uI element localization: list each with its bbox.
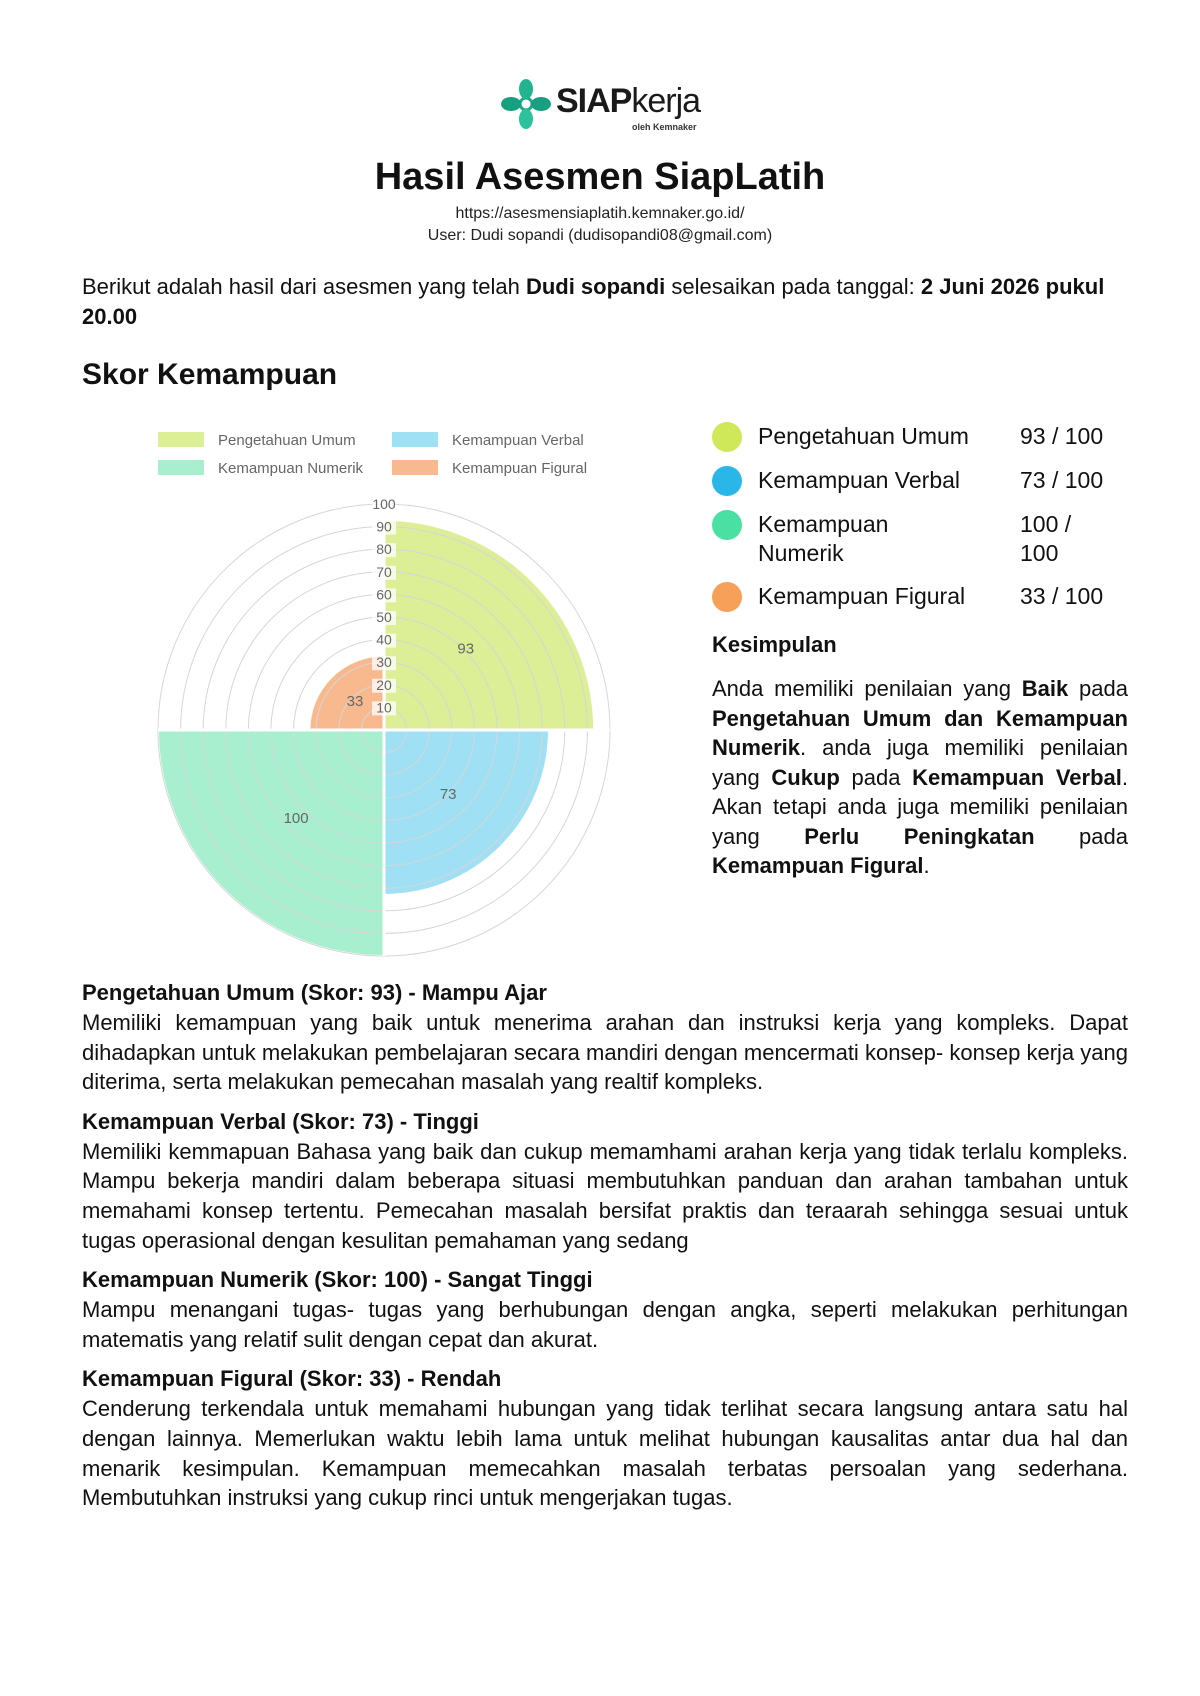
detail-pengetahuan-umum (82, 978, 1128, 1097)
score-value: 73 / 100 (1020, 467, 1104, 493)
detail-kemampuan-numerik (82, 1265, 1128, 1354)
detail-heading: Kemampuan Figural (Skor: 33) - Rendah (82, 1366, 502, 1392)
assessment-url: https://asesmensiaplatih.kemnaker.go.id/ (455, 205, 745, 222)
score-row-kemampuan-figural (712, 582, 1132, 612)
tick-label: 70 (376, 563, 392, 580)
data-label: 33 (346, 692, 364, 710)
score-dot (712, 422, 742, 452)
segment-kemampuan-numerik (158, 730, 384, 956)
logo-subtitle: oleh Kemnaker (632, 122, 697, 132)
score-row-kemampuan-verbal (712, 466, 1132, 496)
score-row-pengetahuan-umum (712, 422, 1132, 452)
siapkerja-logo (0, 78, 1200, 138)
tick-label: 60 (376, 586, 392, 603)
detail-body: Memiliki kemmapuan Bahasa yang baik dan cukup memamhami arahan kerja yang tidak terlalu kompleks. Mampu bekerja mandiri dalam beberapa situasi membutuhkan panduan dan arahan tambahan untuk memahami konsep tertentu. Pemecahan masalah bersifat praktis dan teraarah sehingga sesuai untuk tugas operasional dengan kesulitan pemahaman yang sedang (82, 1138, 1128, 1253)
score-row-kemampuan-numerik (712, 510, 1132, 568)
detail-kemampuan-figural (82, 1364, 1128, 1512)
data-label: 100 (283, 809, 309, 827)
score-details (82, 978, 1128, 1523)
legend-label: Pengetahuan Umum (218, 432, 356, 449)
detail-body: Memiliki kemampuan yang baik untuk menerima arahan dan instruksi kerja yang kompleks. Dapat dihadapkan untuk melakukan pembelajaran secara mandiri dengan mencermati konsep- konsep kerja yang diterima, serta melakukan pemecahan masalah yang realtif kompleks. (82, 1010, 1128, 1095)
tick-label: 80 (376, 541, 392, 558)
score-value: 100 / 100 (1020, 511, 1072, 566)
legend-label: Kemampuan Figural (452, 460, 588, 477)
detail-body: Cenderung terkendala untuk memahami hubungan yang tidak terlihat secara langsung antara satu hal dengan lainnya. Memerlukan waktu lebih lama untuk melihat hubungan kausalitas antar dua hal dan menarik kesimpulan. Kemampuan memecahkan masalah terbatas persoalan yang sederhana. Membutuhkan instruksi yang cukup rinci untuk mengerjakan tugas. (82, 1396, 1128, 1511)
tick-label: 40 (376, 631, 392, 648)
legend-swatch (392, 432, 438, 447)
kesimpulan-title: Kesimpulan (712, 632, 837, 657)
polar-area-chart (82, 418, 622, 958)
detail-body: Mampu menangani tugas- tugas yang berhubungan dengan angka, seperti melakukan perhitungan matematis yang relatif sulit dengan cepat dan akurat. (82, 1297, 1128, 1352)
section-title: Skor Kemampuan (82, 358, 338, 391)
tick-label: 90 (376, 518, 392, 535)
intro-paragraph: Berikut adalah hasil dari asesmen yang telah Dudi sopandi selesaikan pada tanggal: 2 Juni 2026 pukul 20.00 (82, 274, 1105, 329)
score-value: 33 / 100 (1020, 583, 1104, 609)
score-dot (712, 466, 742, 496)
intro-date: 2 Juni 2026 pukul 20.00 (82, 274, 1105, 329)
tick-label: 20 (376, 676, 392, 693)
tick-label: 100 (372, 496, 396, 512)
detail-heading: Pengetahuan Umum (Skor: 93) - Mampu Ajar (82, 980, 547, 1005)
legend-label: Kemampuan Numerik (218, 460, 364, 477)
data-label: 73 (439, 786, 457, 804)
score-name: Kemampuan Verbal (758, 467, 961, 493)
legend-swatch (158, 432, 204, 447)
tick-label: 10 (376, 699, 392, 716)
detail-heading: Kemampuan Numerik (Skor: 100) - Sangat Tinggi (82, 1267, 593, 1293)
score-list (712, 422, 1132, 626)
segment-pengetahuan-umum (384, 520, 594, 730)
score-dot (712, 582, 742, 612)
tick-label: 50 (376, 609, 392, 625)
page-title: Hasil Asesmen SiapLatih (374, 156, 826, 198)
legend-swatch (158, 460, 204, 475)
kesimpulan-text: Anda memiliki penilaian yang Baik pada Pengetahuan Umum dan Kemampuan Numerik. anda juga memiliki penilaian yang Cukup pada Kemampuan Verbal. Akan tetapi anda juga memiliki penilaian yang Perlu Peningkatan pada Kemampuan Figural. (712, 676, 1129, 878)
intro-name: Dudi sopandi (525, 274, 666, 299)
score-name: Pengetahuan Umum (758, 423, 969, 449)
detail-kemampuan-verbal (82, 1107, 1128, 1255)
score-name: Kemampuan Figural (758, 583, 966, 609)
polar-chart-svg (82, 418, 622, 958)
detail-heading: Kemampuan Verbal (Skor: 73) - Tinggi (82, 1108, 479, 1134)
legend-swatch (392, 460, 438, 475)
segment-kemampuan-verbal (384, 730, 549, 895)
user-info: User: Dudi sopandi (dudisopandi08@gmail.com) (427, 227, 773, 244)
data-label: 93 (457, 640, 475, 658)
siapkerja-flower-icon (500, 78, 552, 130)
score-name: Kemampuan Numerik (758, 511, 889, 566)
legend-label: Kemampuan Verbal (452, 432, 584, 449)
score-value: 93 / 100 (1020, 423, 1104, 449)
tick-label: 30 (376, 654, 392, 671)
score-dot (712, 510, 742, 540)
logo-wordmark: SIAPkerja (556, 82, 701, 120)
